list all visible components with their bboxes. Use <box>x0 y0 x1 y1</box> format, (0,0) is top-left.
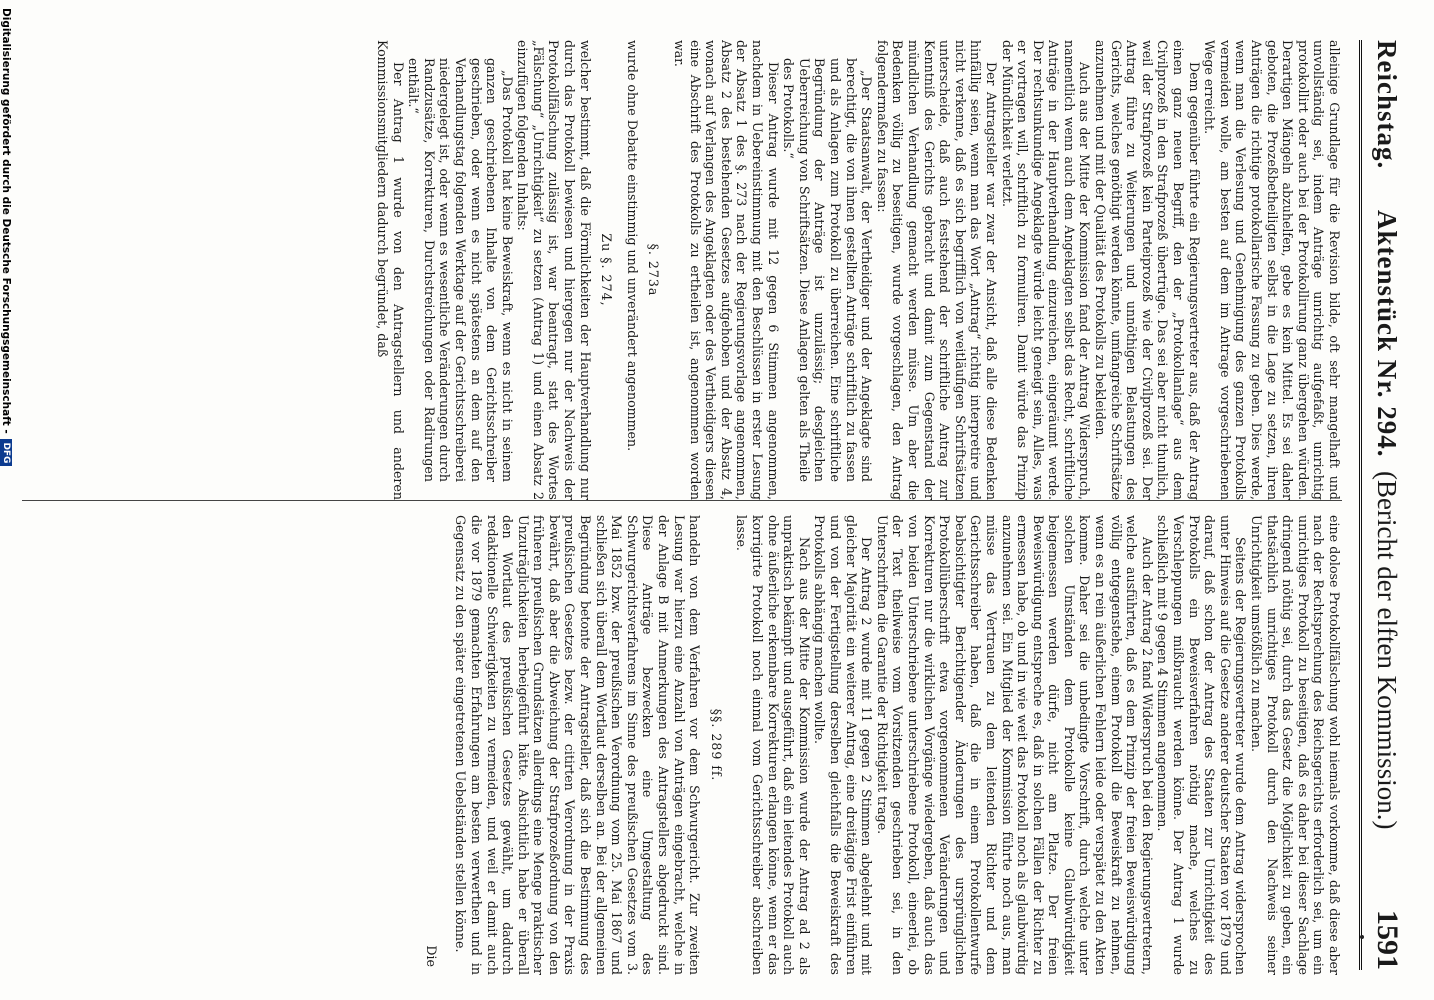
paragraph: eine dolose Protokollfälschung wohl niemals vorkomme, daß diese aber nach der Rechtsprechung des Reichsgerichts erforderlich sei, um ein unrichtiges Protokoll zu beseitigen, daß es daher bei dieser Sachlage dringend nöthig sei, durch das Gesetz die Möglichkeit zu geben, ein thatsächlich unrichtiges Protokoll durch den Nachweis seiner Unrichtigkeit umstößlich zu machen. <box>1249 515 1342 975</box>
catchword: Die <box>423 945 439 967</box>
paragraph: Auch aus der Mitte der Kommission fand der Antrag Widerspruch, namentlich wenn auch dem Angeklagten selbst das Recht, schriftliche Anträge in der Hauptverhandlung einzureichen, eingeräumt werde. Der rechtsunkundige Angeklagte würde leicht geneigt sein, Alles, was er vortragen will, schriftlich zu formuliren. Damit würde das Prinzip der Mündlichkeit verletzt. <box>999 40 1093 500</box>
quoted-motion: „Das Protokoll hat keine Beweiskraft, wenn es nicht in seinem ganzen geschriebenen Inhalte von dem Gerichtsschreiber geschrieben, oder wenn es nicht spätestens an dem auf den Verhandlungstag folgenden Werktage auf der Gerichtsschreiberei niedergelegt ist, oder wenn es wesentliche Veränderungen durch Randzusätze, Korrekturen, Durchstreichungen oder Radirungen enthält.“ <box>406 58 515 482</box>
paragraph: welcher bestimmt, daß die Förmlichkeiten der Hauptverhandlung nur durch das Protokoll bewiesen und hiergegen nur der Nachweis der Protokollfälschung zulässig ist, war beantragt, statt des Wortes „Fälschung“ „Unrichtigkeit“ zu setzen (Antrag 1) und einen Absatz 2 einzufügen folgenden Inhalts: <box>515 40 593 500</box>
paragraph: Dem gegenüber führte ein Regierungsvertreter aus, daß der Antrag einen ganz neuen Begriff, den der „Protokollanlage“ aus dem Civilprozeß in den Strafprozeß übertrüge. Das sei aber nicht thunlich, weil der Strafprozeß kein Parteiprozeß wie der Civilprozeß sei. Der Antrag führe zu Weiterungen und unnöthigen Belastungen des Gerichts, welches genöthigt werden könnte, umfangreiche Schriftsätze anzunehmen und mit der Qualität des Protokolls zu bekleiden. <box>1093 40 1202 500</box>
paragraph: Seitens der Regierungsvertreter wurde dem Antrag widersprochen unter Hinweis auf die Gesetze anderer deutscher Staaten vor 1879 und darauf, daß schon der Antrag des Staaten zur Unrichtigkeit des Protokolls ein Beweisverfahren nöthig mache, welches zu Verschleppungen mißbraucht werden könne. Der Antrag 1 wurde schließlich mit 9 gegen 4 Stimmen angenommen. <box>1155 515 1249 975</box>
paragraph: Auch der Antrag 2 fand Widerspruch bei den Regierungsvertretern, welche ausführten, daß es dem Prinzip der freien Beweiswürdigung völlig entgegenstehe, einem Protokoll die Beweiskraft zu nehmen, wenn es an rein äußerlichen Fehlern leide oder verspätet zu den Akten komme. Daher sei die unbedingte Vorschrift, durch welche unter solchen Umständen dem Protokolle keine Glaubwürdigkeit beigemessen werden dürfe, nicht am Platze. Der freien Beweiswürdigung entspreche es, daß in solchen Fällen der Richter zu ermessen habe, ob und in wie weit das Protokoll noch als glaubwürdig anzunehmen sei. Ein Mitglied der Kommission führte noch aus, man müsse das Vertrauen zu dem leitenden Richter und dem Gerichtsschreiber haben, daß die in einem Protokollentwurfe beabsichtigter Berichtigender Änderungen des ursprünglichen Protokollüberschrift etwa vorgenommenen Veränderungen und Korrekturen nur die wirklichen Vorgänge wiedergeben, daß auch das von beiden Unterschriebene unterschriebene Protokoll, eineerlei, ob der Text theilweise vom Vorsitzenden geschrieben sei, in den Unterschriften die Garantie der Richtigkeit trage. <box>874 515 1155 975</box>
section-heading: Zu §. 274, <box>599 233 615 307</box>
credit-text: Digitalisierung gefördert durch die Deutsche Forschungsgemeinschaft - <box>0 8 12 434</box>
dfg-logo: DFG <box>0 439 12 466</box>
header-document-title <box>1371 210 1402 829</box>
quoted-motion: „Der Staatsanwalt, der Vertheidiger und der Angeklagte sind berechtigt, die von ihnen gestellten Anträge schriftlich zu fassen und als Anlagen zum Protokoll zu überreichen. Eine schriftliche Begründung der Anträge ist unzulässig; desgleichen Ueberreichung von Schriftsätzen. Diese Anlagen gelten als Theile des Protokolls.“ <box>781 58 875 482</box>
header-document-number: Aktenstück Nr. 294. <box>1372 210 1402 458</box>
paragraph: Nach aus der Mitte der Kommission wurde der Antrag ad 2 als unpraktisch bekämpft und ausgeführt, daß ein leitendes Protokoll auch ohne äußerliche erkennbare Korrekturen erlangen könne, wenn er das korrigirte Protokoll noch einmal vom Gerichtsschreiber abschreiben lasse. <box>734 515 812 975</box>
paragraph: handeln von dem Verfahren vor dem Schwurgericht. Zur zweiten Lesung war hierzu eine Anzahl von Anträgen eingebracht, welche in der Anlage B mit Anmerkungen des Antragstellers abgedruckt sind. Diese Anträge bezwecken eine Umgestaltung des Schwurgerichtsverfahrens im Sinne des preußischen Gesetzes vom 3. Mai 1852 bzw. der preußischen Verordnung vom 25. Mai 1867 und schließen sich überall dem Wortlaut derselben an. Bei der allgemeinen Begründung betonte der Antragsteller, daß sich die Bestimmung des preußischen Gesetzes bezw. der citirten Verordnung in der Praxis bewährt, daß aber die Abweichung der Strafprozeßordnung von den früheren preußischen Grundsätzen allerdings eine Menge praktischer Unzuträglichkeiten herbeigeführt hätte. Absichtlich habe er überall den Wortlaut des preußischen Gesetzes gewählt, um dadurch redaktionelle Schwierigkeiten zu vermeiden, und weil er damit auch die vor 1879 gemachten Erfahrungen am besten verwerthen und in Gegensatz zu den später eingetretenen Uebelständen stellen könne. <box>453 515 703 975</box>
page-header <box>1359 40 1408 970</box>
paragraph: Der Antrag 1 wurde von den Antragstellern und anderen Kommissionsmitgliedern dadurch begründet, daß <box>374 40 406 500</box>
scan-speck <box>1360 935 1364 939</box>
paragraph: Dieser Antrag wurde mit 12 gegen 6 Stimmen angenommen, nachdem in Uebereinstimmung mit den Beschlüssen in erster Lesung der Absatz 1 des §. 273 nach der Regierungsvorlage angenommen, Absatz 2 des bestehenden Gesetzes aufgehoben und der Absatz 4, wonach auf Verlangen des Angeklagten oder des Vertheidigers diesen eine Abschrift des Protokolls zu ertheilen ist, angenommen worden war. <box>672 40 781 500</box>
header-report-title: (Bericht der elften Kommission.) <box>1372 471 1402 830</box>
text-column-right <box>22 515 1342 975</box>
paragraph: wurde ohne Debatte einstimmig und unverändert angenommen. <box>624 40 640 452</box>
section-heading: §§. 289 ff. <box>708 708 724 782</box>
text-column-left <box>22 40 1342 500</box>
paragraph: Der Antrag 2 wurde mit 11 gegen 2 Stimmen abgelehnt und mit gleicher Majorität ein weiterer Antrag, eine dreitägige Frist einführen und von der Fertigstellung derselben gleichfalls die Beweiskraft des Protokolls abhängig machen wollte. <box>812 515 875 975</box>
paragraph: alleinige Grundlage für die Revision bilde, oft sehr mangelhaft und unvollständig sei, indem Anträge unrichtig aufgefaßt, unrichtig protokollirt oder auch bei der Protokollirung ganz übergehen würden. Derartigen Mängeln abzuhelfen, gebe es kein Mittel. Es sei daher geboten, die Prozeßbetheiligten selbst in die Lage zu setzen, ihren Anträgen die richtige protokollarische Fassung zu geben. Dies werde, wenn man die Verlesung und Genehmigung des ganzen Protokolls vermeiden wolle, am besten auf dem im Antrage vorgeschriebenen Wege erreicht. <box>1202 40 1342 500</box>
page-number: 1591 <box>1371 910 1404 970</box>
digitization-credit <box>0 8 12 988</box>
header-parliament: Reichstag. <box>1372 40 1402 170</box>
paragraph: Der Antragsteller war zwar der Ansicht, daß alle diese Bedenken hinfällig seien, wenn man das Wort „Antrag“ richtig interpretire und nicht verkenne, daß es sich begrifflich von weitläufigen Schriftsätzen unterscheide, daß auch feststehend der schriftliche Antrag zur Kenntniß des Gerichts gebracht und damit zum Gegenstand der mündlichen Verhandlung gemacht werden müsse. Um aber die Bedenken völlig zu beseitigen, wurde vorgeschlagen, den Antrag folgendermaßen zu fassen: <box>874 40 999 500</box>
column-divider <box>22 500 1342 501</box>
section-heading: §. 273a <box>646 243 662 297</box>
